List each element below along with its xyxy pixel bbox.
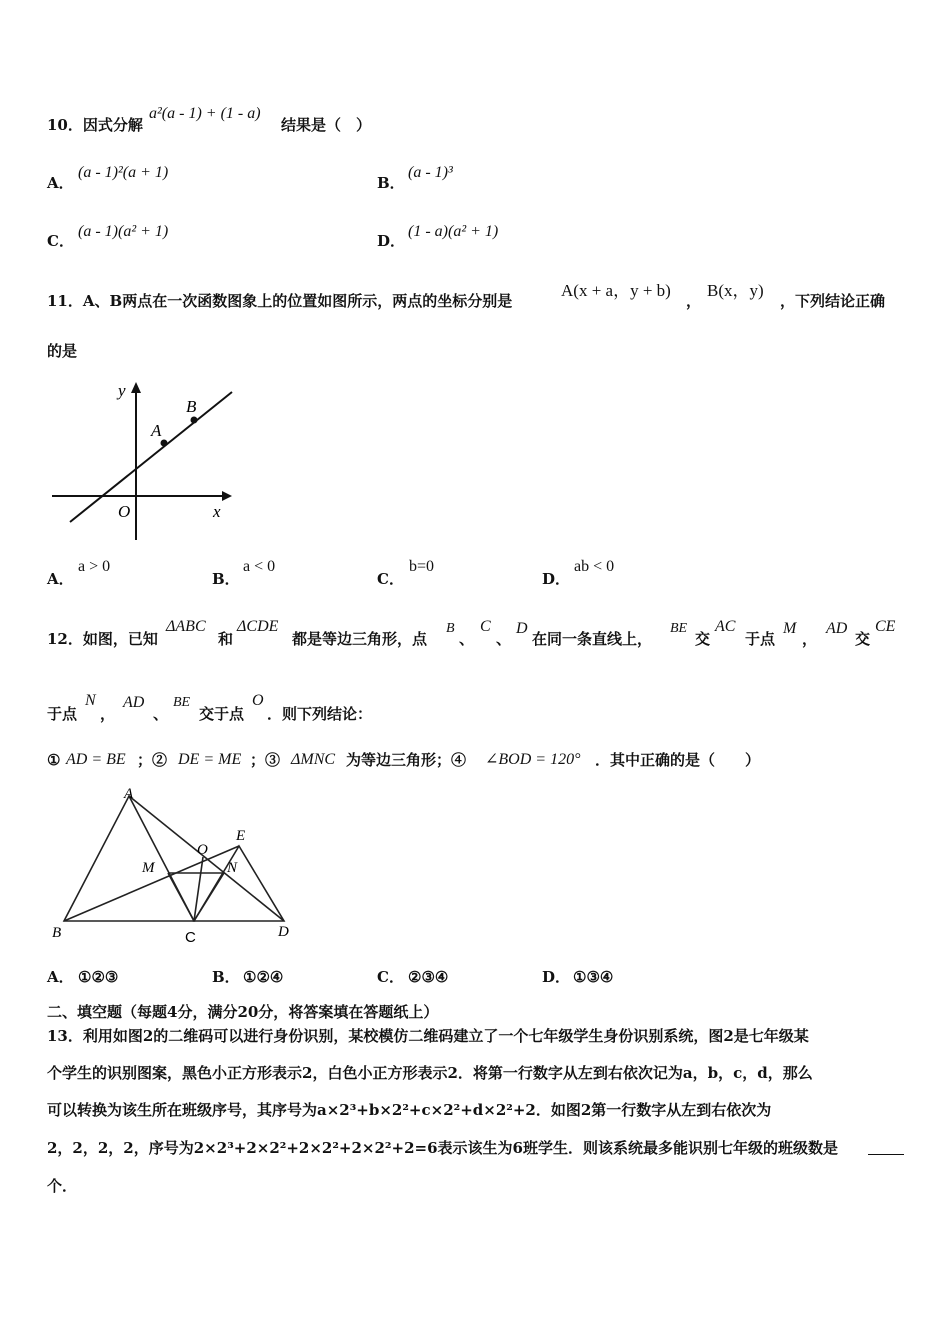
q11-option-a-label[interactable]: A． <box>47 570 74 588</box>
q12-dun3: 、 <box>153 705 169 723</box>
q10-option-a[interactable]: (a - 1)²(a + 1) <box>78 164 169 181</box>
q12-s1: ① <box>47 751 61 769</box>
q12-s4: ．其中正确的是（ ） <box>595 751 761 769</box>
q11-option-b[interactable]: a < 0 <box>243 558 276 575</box>
label-e: E <box>236 828 246 844</box>
q12-jiao2: 交 <box>855 630 871 648</box>
q12-l2-tail: ．则下列结论： <box>267 705 373 723</box>
q12-conclusion-4: ∠BOD = 120° <box>485 751 581 768</box>
q12-p2: 都是等边三角形，点 <box>292 630 428 648</box>
q11-option-d-label[interactable]: D． <box>542 570 571 588</box>
segment-mc <box>168 873 194 921</box>
section-2-heading: 二、填空题（每题4分，满分20分，将答案填在答题纸上） <box>47 1003 439 1021</box>
label-a: A <box>124 786 134 802</box>
q11-graph-figure <box>48 376 248 546</box>
q12-option-c[interactable]: ②③④ <box>408 968 449 986</box>
y-axis-arrow <box>131 382 141 393</box>
origin-label: O <box>118 502 131 521</box>
q12-option-a[interactable]: ①②③ <box>78 968 119 986</box>
point-b <box>191 417 198 424</box>
q11-option-a[interactable]: a > 0 <box>78 558 111 575</box>
label-d: D <box>278 924 289 940</box>
q10-expression: a²(a - 1) + (1 - a) <box>149 105 261 122</box>
q12-s3b: 为等边三角形；④ <box>346 751 467 769</box>
q12-be: BE <box>670 621 688 636</box>
segment-be <box>64 846 239 921</box>
point-b-label: B <box>186 397 197 416</box>
y-label: y <box>118 381 126 400</box>
q10-option-b[interactable]: (a - 1)³ <box>408 164 453 181</box>
q12-l2-jiao: 交于点 <box>199 705 245 723</box>
q10-option-c-label[interactable]: C． <box>47 232 74 250</box>
q12-ce: CE <box>875 618 896 635</box>
q11-stem: 11．A、B两点在一次函数图象上的位置如图所示，两点的坐标分别是 <box>47 292 513 310</box>
q11-option-b-label[interactable]: B． <box>212 570 240 588</box>
q10-option-d-label[interactable]: D． <box>377 232 406 250</box>
q12-comma2: ， <box>100 705 116 723</box>
point-a <box>161 440 168 447</box>
q12-option-a-label[interactable]: A． <box>47 968 74 986</box>
q12-point-o: O <box>252 692 264 709</box>
q13-line-4: 2，2，2，2，序号为2×2³+2×2²+2×2²+2×2²+2=6表示该生为6班学生．则该系统最多能识别七年级的班级数是 <box>47 1139 838 1157</box>
q13-line-1: 13．利用如图2的二维码可以进行身份识别，某校模仿二维码建立了一个七年级学生身份识别系统，图2是七年级某 <box>47 1027 809 1045</box>
x-axis-arrow <box>222 491 232 501</box>
q12-p3: 在同一条直线上， <box>532 630 653 648</box>
q12-point-n: N <box>85 692 96 709</box>
q12-option-b-label[interactable]: B． <box>212 968 240 986</box>
q13-line-5: 个． <box>47 1177 78 1195</box>
q12-yudian1: 于点 <box>745 630 776 648</box>
q12-ad2: AD <box>123 694 145 711</box>
q11-coord-a: A(x + a，y + b) <box>561 281 671 300</box>
q12-s2: ；② <box>137 751 168 769</box>
q12-he: 和 <box>218 630 234 648</box>
q10-tail: 结果是（ ） <box>281 116 372 134</box>
label-c: C <box>185 929 196 946</box>
q11-tail: ，下列结论正确 <box>780 292 886 310</box>
q12-triangle-abc: ΔABC <box>166 618 206 635</box>
q12-point-c: C <box>480 618 491 635</box>
segment-nc <box>194 873 224 921</box>
q12-option-b[interactable]: ①②④ <box>243 968 284 986</box>
triangle-abc <box>64 796 194 921</box>
q12-ac: AC <box>715 618 736 635</box>
function-line <box>70 392 232 522</box>
q12-option-c-label[interactable]: C． <box>377 968 404 986</box>
q12-l2-yudian: 于点 <box>47 705 78 723</box>
q10-stem: 10．因式分解 <box>47 116 143 134</box>
segment-oc <box>194 857 203 921</box>
q12-ad: AD <box>826 620 848 637</box>
q12-p1: 12．如图，已知 <box>47 630 158 648</box>
q11-coord-b: B(x，y) <box>707 281 764 300</box>
q12-dun1: 、 <box>459 630 475 648</box>
label-o: O <box>197 842 208 858</box>
q12-conclusion-1: AD = BE <box>66 751 126 768</box>
q12-point-b: B <box>446 621 455 636</box>
q12-point-d: D <box>516 620 528 637</box>
q12-be2: BE <box>173 695 191 710</box>
q12-option-d[interactable]: ①③④ <box>573 968 614 986</box>
q11-line2: 的是 <box>47 342 78 360</box>
label-n: N <box>227 860 238 876</box>
q12-dun2: 、 <box>496 630 512 648</box>
q12-point-m: M <box>783 620 797 637</box>
label-m: M <box>142 860 155 876</box>
q10-option-b-label[interactable]: B． <box>377 174 405 192</box>
q11-option-c[interactable]: b=0 <box>409 558 435 575</box>
x-label: x <box>213 502 221 521</box>
q12-option-d-label[interactable]: D． <box>542 968 571 986</box>
q13-line-3: 可以转换为该生所在班级序号，其序号为a×2³+b×2²+c×2²+d×2²+2．如图2第一行数字从左到右依次为 <box>47 1101 772 1119</box>
label-b: B <box>52 925 62 941</box>
q12-s3: ；③ <box>250 751 281 769</box>
q13-line-2: 个学生的识别图案，黑色小正方形表示2，白色小正方形表示2．将第一行数字从左到右依次记为a，b，c，d，那么 <box>47 1064 813 1082</box>
q13-answer-blank[interactable] <box>868 1140 904 1155</box>
q10-option-a-label[interactable]: A． <box>47 174 74 192</box>
q12-conclusion-3: ΔMNC <box>291 751 336 768</box>
q11-sep: ， <box>686 292 702 310</box>
q12-jiao1: 交 <box>695 630 711 648</box>
q10-option-d[interactable]: (1 - a)(a² + 1) <box>408 223 499 240</box>
q12-conclusion-2: DE = ME <box>178 751 242 768</box>
q10-option-c[interactable]: (a - 1)(a² + 1) <box>78 223 169 240</box>
q11-option-d[interactable]: ab < 0 <box>574 558 615 575</box>
q12-comma1: ， <box>802 630 818 648</box>
point-a-label: A <box>151 421 162 440</box>
q11-option-c-label[interactable]: C． <box>377 570 404 588</box>
q12-triangle-figure <box>46 780 306 950</box>
q12-triangle-cde: ΔCDE <box>237 618 279 635</box>
